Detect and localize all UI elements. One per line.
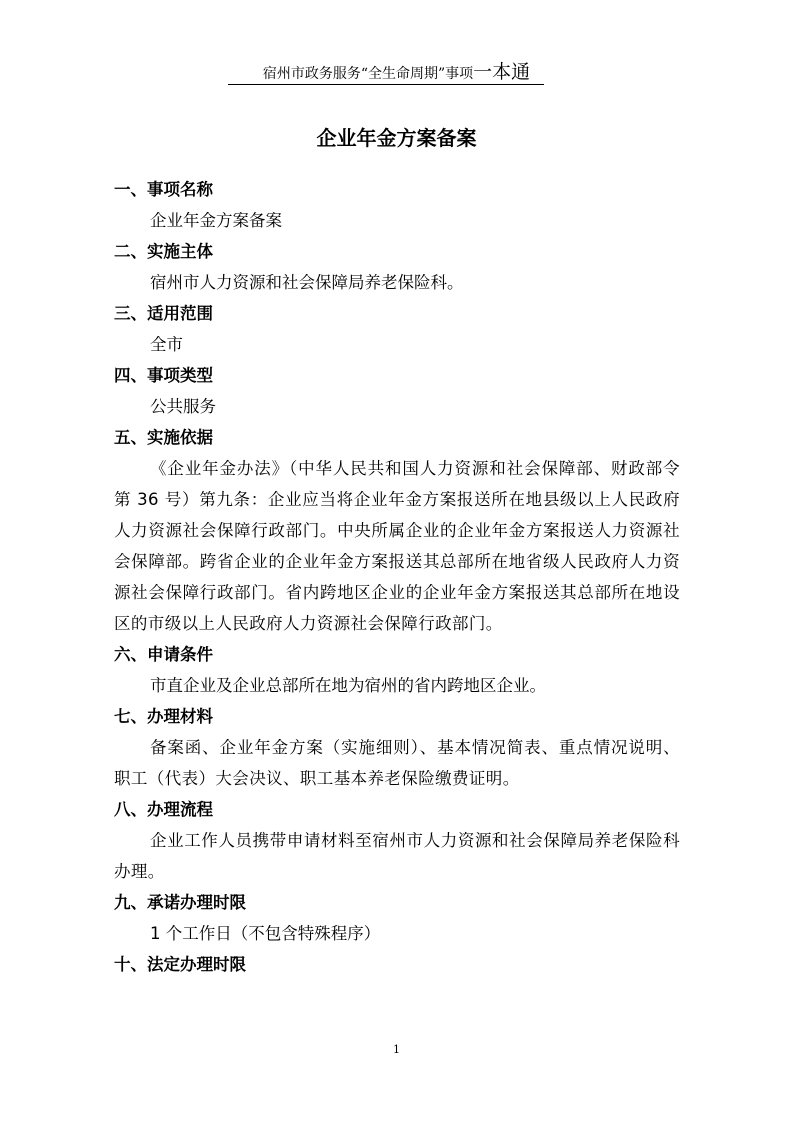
header-underline: [228, 84, 544, 85]
section-heading-legal-basis: 五、实施依据: [114, 428, 213, 447]
section-text-implementing-body: 宿州市人力资源和社会保障局养老保险科。: [150, 273, 464, 292]
section-heading-implementing-body: 二、实施主体: [114, 242, 213, 261]
section-text-conditions: 市直企业及企业总部所在地为宿州的省内跨地区企业。: [150, 676, 546, 695]
header-suffix: 一本通: [473, 61, 531, 83]
section-heading-promised-time: 九、承诺办理时限: [114, 893, 246, 912]
section-heading-materials: 七、办理材料: [114, 707, 213, 726]
section-heading-item-name: 一、事项名称: [114, 180, 213, 199]
section-heading-conditions: 六、申请条件: [114, 645, 213, 664]
section-text-legal-basis: 《企业年金办法》（中华人民共和国人力资源和社会保障部、财政部令第 36 号）第九条：企业应当将企业年金方案报送所在地县级以上人民政府人力资源社会保障行政部门。中央所属企业的企业年金方案报送人力资源社会保障部。跨省企业的企业年金方案报送其总部所在地省级人民政府人力资源社会保障行政部门。省内跨地区企业的企业年金方案报送其总部所在地设区的市级以上人民政府人力资源社会保障行政部门。: [114, 459, 680, 633]
section-heading-scope: 三、适用范围: [114, 304, 213, 323]
section-text-promised-time: 1 个工作日（不包含特殊程序）: [150, 924, 381, 943]
page-number: 1: [393, 1043, 400, 1056]
section-heading-process: 八、办理流程: [114, 800, 213, 819]
running-header: [0, 62, 793, 84]
section-text-process: 企业工作人员携带申请材料至宿州市人力资源和社会保障局养老保险科办理。: [114, 831, 680, 881]
document-body: [114, 174, 680, 980]
page-title: 企业年金方案备案: [316, 126, 477, 150]
section-heading-legal-time: 十、法定办理时限: [114, 955, 246, 974]
section-text-item-type: 公共服务: [150, 397, 216, 416]
section-heading-item-type: 四、事项类型: [114, 366, 213, 385]
header-prefix: 宿州市政务服务“全生命周期”事项: [262, 66, 474, 82]
section-text-materials: 备案函、企业年金方案（实施细则）、基本情况简表、重点情况说明、职工（代表）大会决议、职工基本养老保险缴费证明。: [114, 738, 680, 788]
section-text-scope: 全市: [150, 335, 183, 354]
section-text-item-name: 企业年金方案备案: [150, 211, 282, 230]
